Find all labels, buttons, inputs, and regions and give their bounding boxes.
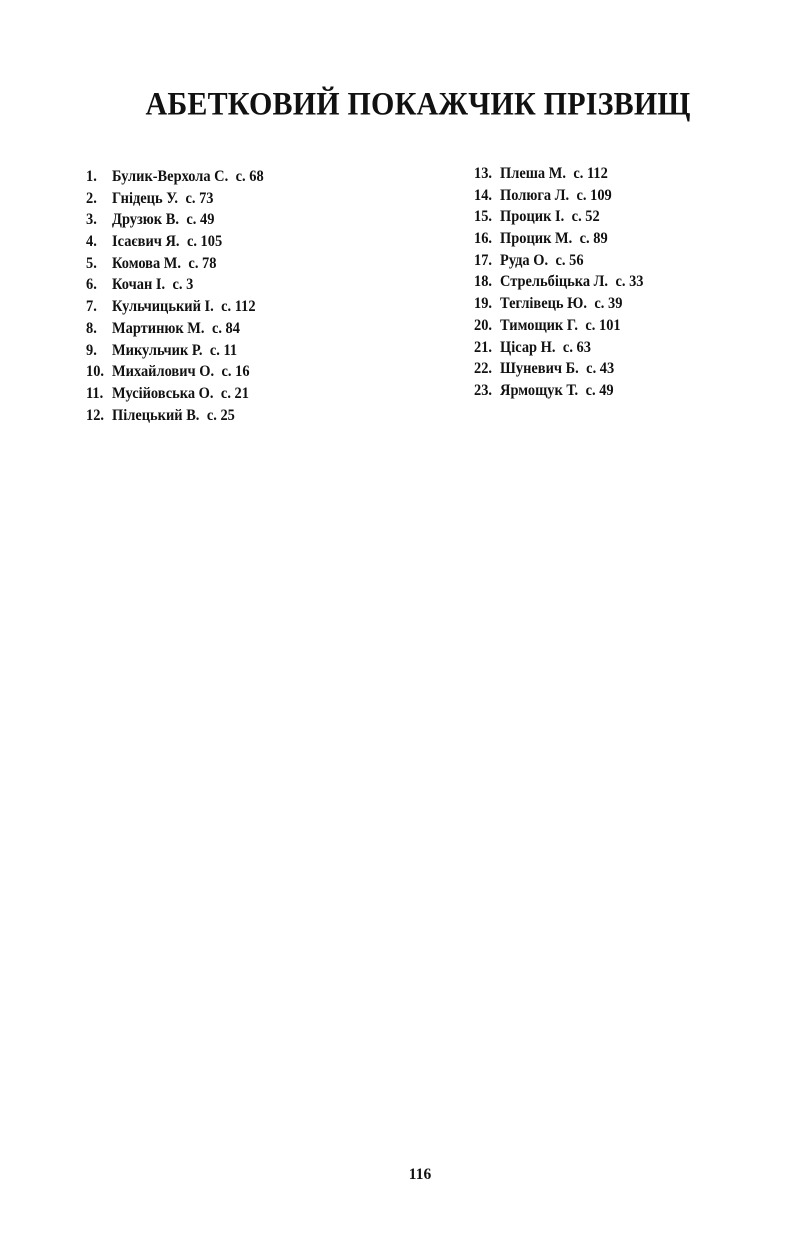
entry-number: 21. bbox=[474, 338, 493, 356]
entry-page-ref: с. 49 bbox=[585, 381, 614, 399]
index-entry bbox=[86, 385, 264, 407]
index-entry bbox=[86, 211, 264, 233]
index-entry bbox=[474, 339, 644, 361]
page-title: АБЕТКОВИЙ ПОКАЖЧИК ПРІЗВИЩ bbox=[145, 86, 691, 123]
entry-page-ref: с. 39 bbox=[594, 295, 623, 313]
entry-number: 14. bbox=[474, 186, 493, 204]
entry-page-ref: с. 109 bbox=[576, 186, 612, 204]
entry-number: 11. bbox=[86, 384, 104, 402]
entry-name: Ісаєвич Я. bbox=[112, 233, 180, 251]
entry-name: Руда О. bbox=[500, 251, 549, 269]
entry-number: 17. bbox=[474, 251, 493, 269]
index-entry bbox=[474, 382, 644, 404]
index-entry bbox=[86, 342, 264, 364]
index-entry bbox=[86, 233, 264, 255]
entry-name: Полюга Л. bbox=[500, 186, 570, 204]
entry-name: Мартинюк М. bbox=[112, 319, 205, 337]
entry-number: 2. bbox=[86, 189, 97, 207]
entry-name: Стрельбіцька Л. bbox=[500, 273, 609, 291]
entry-page-ref: с. 11 bbox=[209, 341, 238, 359]
index-entry bbox=[474, 165, 644, 187]
entry-page-ref: с. 101 bbox=[585, 316, 621, 334]
entry-name: Плеша М. bbox=[500, 165, 566, 182]
entry-number: 4. bbox=[86, 233, 97, 251]
entry-number: 13. bbox=[474, 165, 493, 182]
entry-number: 6. bbox=[86, 276, 97, 294]
index-entry bbox=[86, 276, 264, 298]
entry-name: Комова М. bbox=[112, 254, 181, 272]
entry-page-ref: с. 89 bbox=[579, 230, 608, 248]
entry-number: 15. bbox=[474, 208, 493, 226]
entry-name: Микульчик Р. bbox=[112, 341, 203, 359]
index-entry bbox=[86, 363, 264, 385]
index-column-left bbox=[86, 168, 277, 428]
index-entry bbox=[474, 208, 644, 230]
index-entry bbox=[474, 273, 644, 295]
index-entry bbox=[474, 230, 644, 252]
entry-page-ref: с. 73 bbox=[185, 189, 214, 207]
entry-page-ref: с. 112 bbox=[573, 165, 608, 182]
entry-name: Ярмощук Т. bbox=[500, 381, 579, 399]
entry-page-ref: с. 63 bbox=[562, 338, 591, 356]
entry-number: 22. bbox=[474, 360, 493, 378]
index-entry bbox=[474, 187, 644, 209]
entry-page-ref: с. 105 bbox=[186, 233, 223, 251]
index-entry bbox=[86, 190, 264, 212]
entry-page-ref: с. 78 bbox=[188, 254, 217, 272]
entry-name: Пілецький В. bbox=[112, 406, 200, 424]
index-entry bbox=[474, 295, 644, 317]
entry-number: 3. bbox=[86, 211, 97, 229]
entry-number: 23. bbox=[474, 381, 493, 399]
entry-number: 1. bbox=[86, 168, 97, 185]
entry-page-ref: с. 84 bbox=[211, 319, 240, 337]
entry-page-ref: с. 52 bbox=[571, 208, 600, 226]
page-number: 116 bbox=[408, 1166, 432, 1183]
entry-number: 20. bbox=[474, 316, 493, 334]
entry-page-ref: с. 33 bbox=[615, 273, 644, 291]
entry-name: Тимощик Г. bbox=[500, 316, 578, 334]
entry-page-ref: с. 56 bbox=[555, 251, 584, 269]
entry-name: Булик-Верхола С. bbox=[112, 168, 229, 185]
entry-number: 19. bbox=[474, 295, 493, 313]
index-entry bbox=[86, 298, 264, 320]
entry-name: Цісар Н. bbox=[500, 338, 556, 356]
entry-page-ref: с. 16 bbox=[221, 363, 250, 381]
entry-page-ref: с. 3 bbox=[172, 276, 194, 294]
entry-name: Мусійовська О. bbox=[112, 384, 214, 402]
entry-name: Шуневич Б. bbox=[500, 360, 579, 378]
index-entry bbox=[86, 255, 264, 277]
entry-page-ref: с. 43 bbox=[586, 360, 615, 378]
entry-number: 7. bbox=[86, 298, 97, 316]
entry-number: 10. bbox=[86, 363, 105, 381]
entry-page-ref: с. 21 bbox=[220, 384, 249, 402]
entry-name: Михайлович О. bbox=[112, 363, 215, 381]
entry-page-ref: с. 68 bbox=[235, 168, 264, 185]
entry-number: 16. bbox=[474, 230, 493, 248]
index-entry bbox=[86, 320, 264, 342]
entry-number: 18. bbox=[474, 273, 493, 291]
entry-number: 5. bbox=[86, 254, 97, 272]
entry-name: Теглівець Ю. bbox=[500, 295, 587, 313]
entry-name: Процик І. bbox=[500, 208, 565, 226]
index-entry bbox=[474, 252, 644, 274]
entry-number: 8. bbox=[86, 319, 97, 337]
entry-name: Процик М. bbox=[500, 230, 573, 248]
index-entry bbox=[474, 317, 644, 339]
entry-page-ref: с. 49 bbox=[186, 211, 215, 229]
entry-name: Кочан І. bbox=[112, 276, 166, 294]
index-entry bbox=[474, 360, 644, 382]
entry-name: Кульчицький І. bbox=[112, 298, 214, 316]
index-column-right bbox=[474, 165, 656, 404]
entry-name: Гнідець У. bbox=[112, 189, 179, 207]
index-entry bbox=[86, 168, 264, 190]
index-entry bbox=[86, 407, 264, 429]
entry-page-ref: с. 25 bbox=[206, 406, 235, 424]
entry-name: Друзюк В. bbox=[112, 211, 179, 229]
entry-page-ref: с. 112 bbox=[221, 298, 256, 316]
entry-number: 12. bbox=[86, 406, 105, 424]
entry-number: 9. bbox=[86, 341, 97, 359]
